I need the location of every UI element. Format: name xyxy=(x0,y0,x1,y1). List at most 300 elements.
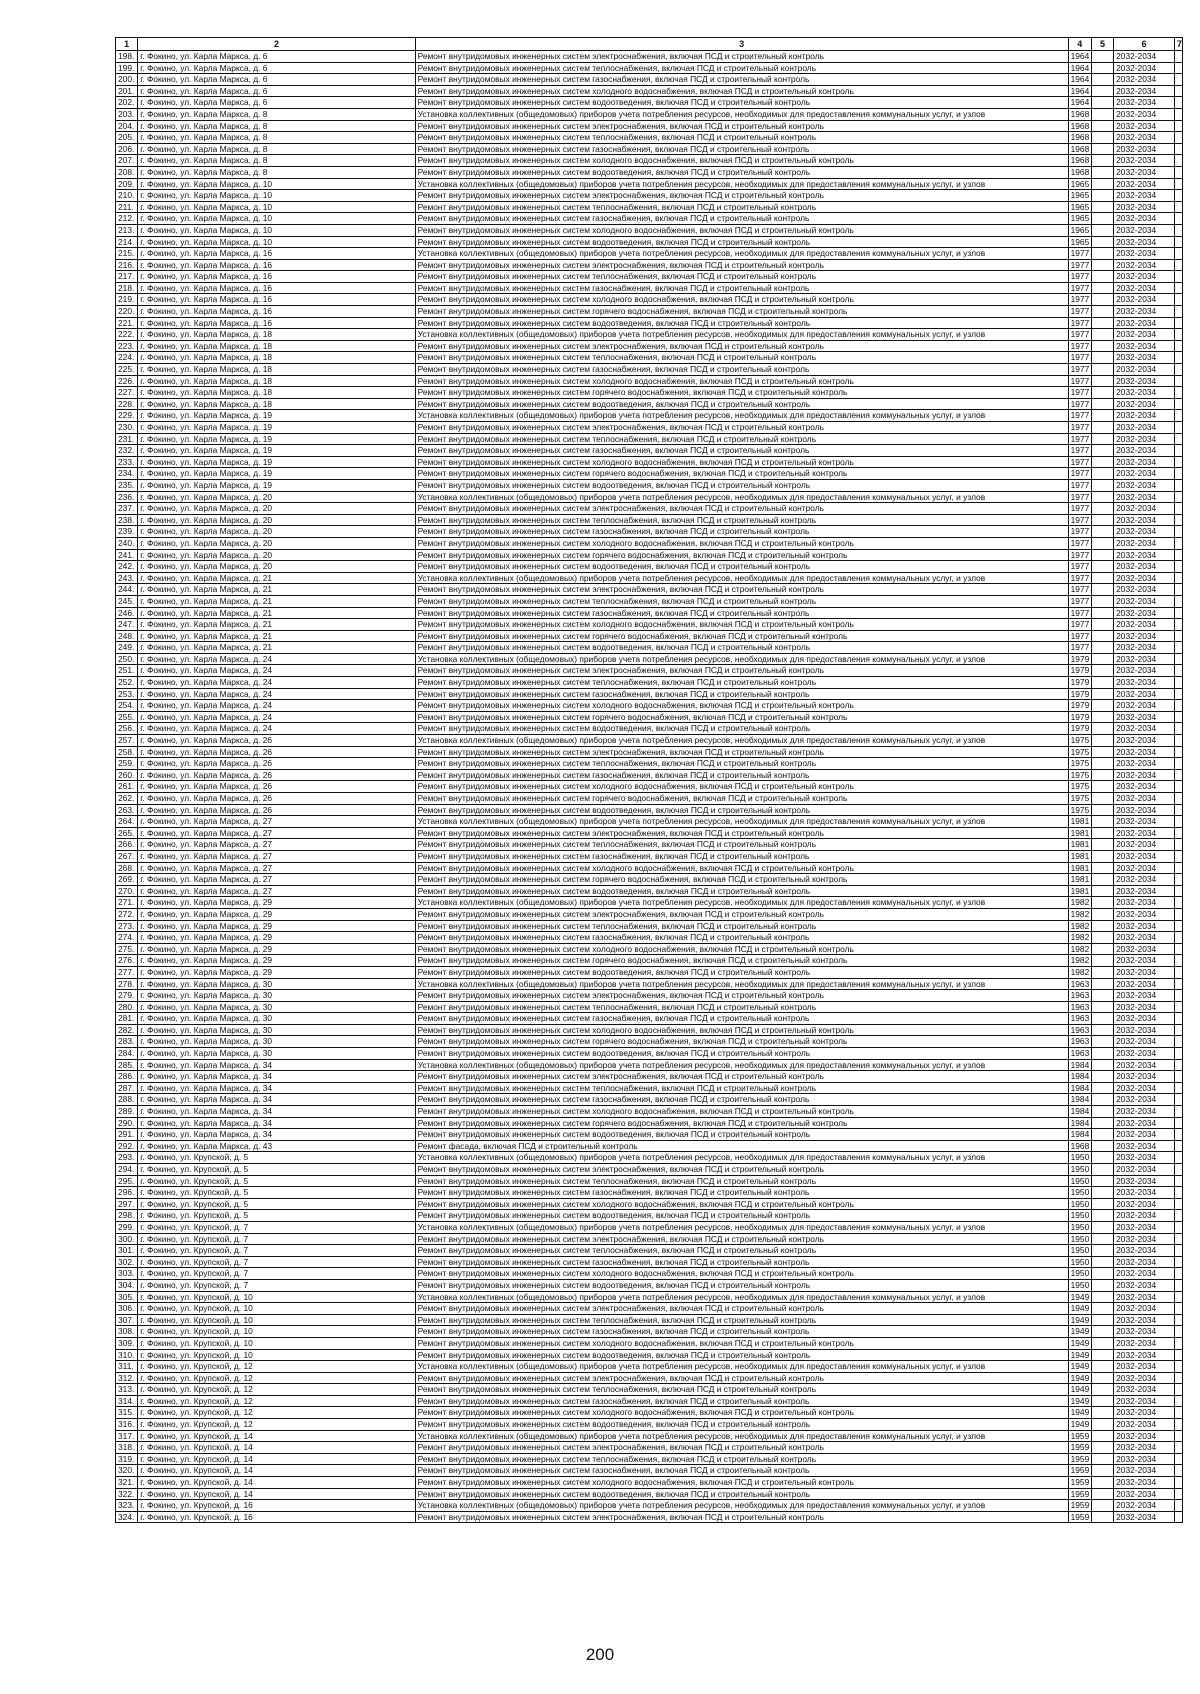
work-type-cell: Установка коллективных (общедомовых) приборов учета потребления ресурсов, необходимых для предоставления коммунальных услуг, и узлов xyxy=(415,491,1068,503)
empty-cell xyxy=(1091,1187,1113,1199)
year-cell: 1984 xyxy=(1068,1071,1091,1083)
work-type-cell: Ремонт внутридомовых инженерных систем электроснабжения, включая ПСД и строительный контроль xyxy=(415,665,1068,677)
work-type-cell: Ремонт внутридомовых инженерных систем теплоснабжения, включая ПСД и строительный контроль xyxy=(415,758,1068,770)
year-cell: 1949 xyxy=(1068,1291,1091,1303)
empty-cell xyxy=(1174,850,1182,862)
table-row xyxy=(116,352,1183,364)
year-cell: 1963 xyxy=(1068,978,1091,990)
empty-cell xyxy=(1174,920,1182,932)
empty-cell xyxy=(1091,1465,1113,1477)
work-type-cell: Ремонт внутридомовых инженерных систем электроснабжения, включая ПСД и строительный контроль xyxy=(415,503,1068,515)
period-cell: 2032-2034 xyxy=(1114,908,1175,920)
table-row xyxy=(116,1256,1183,1268)
year-cell: 1977 xyxy=(1068,398,1091,410)
period-cell: 2032-2034 xyxy=(1114,410,1175,422)
empty-cell xyxy=(1091,1117,1113,1129)
address-cell: г. Фокино, ул. Карла Маркса, д. 30 xyxy=(138,1013,415,1025)
row-number: 224. xyxy=(116,352,138,364)
work-type-cell: Ремонт внутридомовых инженерных систем газоснабжения, включая ПСД и строительный контроль xyxy=(415,1187,1068,1199)
work-type-cell: Ремонт внутридомовых инженерных систем электроснабжения, включая ПСД и строительный контроль xyxy=(415,120,1068,132)
year-cell: 1950 xyxy=(1068,1210,1091,1222)
table-row xyxy=(116,1175,1183,1187)
row-number: 302. xyxy=(116,1256,138,1268)
address-cell: г. Фокино, ул. Карла Маркса, д. 20 xyxy=(138,503,415,515)
row-number: 240. xyxy=(116,537,138,549)
empty-cell xyxy=(1174,943,1182,955)
period-cell: 2032-2034 xyxy=(1114,804,1175,816)
col-7-header: 7 xyxy=(1174,38,1182,51)
row-number: 208. xyxy=(116,166,138,178)
empty-cell xyxy=(1091,306,1113,318)
empty-cell xyxy=(1091,561,1113,573)
empty-cell xyxy=(1174,166,1182,178)
work-type-cell: Ремонт внутридомовых инженерных систем газоснабжения, включая ПСД и строительный контроль xyxy=(415,688,1068,700)
year-cell: 1979 xyxy=(1068,677,1091,689)
period-cell: 2032-2034 xyxy=(1114,526,1175,538)
work-type-cell: Ремонт внутридомовых инженерных систем холодного водоснабжения, включая ПСД и строительный контроль xyxy=(415,85,1068,97)
table-row xyxy=(116,85,1183,97)
work-type-cell: Ремонт внутридомовых инженерных систем электроснабжения, включая ПСД и строительный контроль xyxy=(415,990,1068,1002)
period-cell: 2032-2034 xyxy=(1114,1152,1175,1164)
table-row xyxy=(116,248,1183,260)
address-cell: г. Фокино, ул. Карла Маркса, д. 8 xyxy=(138,143,415,155)
table-row xyxy=(116,1001,1183,1013)
year-cell: 1949 xyxy=(1068,1361,1091,1373)
address-cell: г. Фокино, ул. Крупской, д. 7 xyxy=(138,1221,415,1233)
row-number: 296. xyxy=(116,1187,138,1199)
row-number: 234. xyxy=(116,468,138,480)
row-number: 294. xyxy=(116,1164,138,1176)
work-type-cell: Ремонт внутридомовых инженерных систем водоотведения, включая ПСД и строительный контроль xyxy=(415,804,1068,816)
table-body xyxy=(116,51,1183,1523)
year-cell: 1975 xyxy=(1068,781,1091,793)
year-cell: 1982 xyxy=(1068,897,1091,909)
year-cell: 1977 xyxy=(1068,514,1091,526)
work-type-cell: Ремонт внутридомовых инженерных систем газоснабжения, включая ПСД и строительный контроль xyxy=(415,1465,1068,1477)
period-cell: 2032-2034 xyxy=(1114,1175,1175,1187)
empty-cell xyxy=(1091,259,1113,271)
year-cell: 1977 xyxy=(1068,259,1091,271)
work-type-cell: Ремонт внутридомовых инженерных систем теплоснабжения, включая ПСД и строительный контроль xyxy=(415,1082,1068,1094)
empty-cell xyxy=(1174,201,1182,213)
empty-cell xyxy=(1174,1164,1182,1176)
empty-cell xyxy=(1091,978,1113,990)
empty-cell xyxy=(1174,1071,1182,1083)
empty-cell xyxy=(1174,108,1182,120)
table-row xyxy=(116,1117,1183,1129)
period-cell: 2032-2034 xyxy=(1114,1198,1175,1210)
empty-cell xyxy=(1091,595,1113,607)
period-cell: 2032-2034 xyxy=(1114,1036,1175,1048)
address-cell: г. Фокино, ул. Карла Маркса, д. 34 xyxy=(138,1071,415,1083)
table-row xyxy=(116,1326,1183,1338)
empty-cell xyxy=(1091,1106,1113,1118)
table-row xyxy=(116,1106,1183,1118)
table-row xyxy=(116,456,1183,468)
period-cell: 2032-2034 xyxy=(1114,294,1175,306)
row-number: 204. xyxy=(116,120,138,132)
period-cell: 2032-2034 xyxy=(1114,1187,1175,1199)
period-cell: 2032-2034 xyxy=(1114,398,1175,410)
table-row xyxy=(116,955,1183,967)
address-cell: г. Фокино, ул. Карла Маркса, д. 16 xyxy=(138,294,415,306)
empty-cell xyxy=(1091,862,1113,874)
work-type-cell: Ремонт внутридомовых инженерных систем горячего водоснабжения, включая ПСД и строительный контроль xyxy=(415,793,1068,805)
year-cell: 1949 xyxy=(1068,1407,1091,1419)
row-number: 312. xyxy=(116,1372,138,1384)
address-cell: г. Фокино, ул. Крупской, д. 12 xyxy=(138,1372,415,1384)
period-cell: 2032-2034 xyxy=(1114,1500,1175,1512)
period-cell: 2032-2034 xyxy=(1114,827,1175,839)
work-type-cell: Ремонт внутридомовых инженерных систем газоснабжения, включая ПСД и строительный контроль xyxy=(415,850,1068,862)
year-cell: 1964 xyxy=(1068,85,1091,97)
row-number: 229. xyxy=(116,410,138,422)
row-number: 315. xyxy=(116,1407,138,1419)
row-number: 305. xyxy=(116,1291,138,1303)
address-cell: г. Фокино, ул. Карла Маркса, д. 16 xyxy=(138,248,415,260)
row-number: 271. xyxy=(116,897,138,909)
period-cell: 2032-2034 xyxy=(1114,677,1175,689)
table-row xyxy=(116,1395,1183,1407)
row-number: 317. xyxy=(116,1430,138,1442)
address-cell: г. Фокино, ул. Карла Маркса, д. 8 xyxy=(138,166,415,178)
address-cell: г. Фокино, ул. Крупской, д. 12 xyxy=(138,1395,415,1407)
table-row xyxy=(116,665,1183,677)
empty-cell xyxy=(1174,294,1182,306)
empty-cell xyxy=(1091,468,1113,480)
empty-cell xyxy=(1091,1198,1113,1210)
row-number: 241. xyxy=(116,549,138,561)
empty-cell xyxy=(1174,1094,1182,1106)
empty-cell xyxy=(1174,120,1182,132)
table-row xyxy=(116,526,1183,538)
period-cell: 2032-2034 xyxy=(1114,1071,1175,1083)
table-row xyxy=(116,1024,1183,1036)
empty-cell xyxy=(1174,282,1182,294)
empty-cell xyxy=(1091,1361,1113,1373)
address-cell: г. Фокино, ул. Карла Маркса, д. 10 xyxy=(138,178,415,190)
work-type-cell: Установка коллективных (общедомовых) приборов учета потребления ресурсов, необходимых для предоставления коммунальных услуг, и узлов xyxy=(415,410,1068,422)
period-cell: 2032-2034 xyxy=(1114,816,1175,828)
address-cell: г. Фокино, ул. Крупской, д. 5 xyxy=(138,1198,415,1210)
period-cell: 2032-2034 xyxy=(1114,1291,1175,1303)
empty-cell xyxy=(1091,1024,1113,1036)
period-cell: 2032-2034 xyxy=(1114,190,1175,202)
year-cell: 1975 xyxy=(1068,758,1091,770)
row-number: 289. xyxy=(116,1106,138,1118)
period-cell: 2032-2034 xyxy=(1114,897,1175,909)
work-type-cell: Ремонт внутридомовых инженерных систем газоснабжения, включая ПСД и строительный контроль xyxy=(415,526,1068,538)
work-type-cell: Ремонт внутридомовых инженерных систем водоотведения, включая ПСД и строительный контроль xyxy=(415,642,1068,654)
row-number: 209. xyxy=(116,178,138,190)
empty-cell xyxy=(1091,1140,1113,1152)
period-cell: 2032-2034 xyxy=(1114,422,1175,434)
table-row xyxy=(116,978,1183,990)
table-row xyxy=(116,445,1183,457)
empty-cell xyxy=(1174,317,1182,329)
empty-cell xyxy=(1174,514,1182,526)
table-row xyxy=(116,1291,1183,1303)
year-cell: 1959 xyxy=(1068,1477,1091,1489)
work-type-cell: Ремонт внутридомовых инженерных систем теплоснабжения, включая ПСД и строительный контроль xyxy=(415,677,1068,689)
row-number: 230. xyxy=(116,422,138,434)
empty-cell xyxy=(1174,190,1182,202)
empty-cell xyxy=(1174,398,1182,410)
period-cell: 2032-2034 xyxy=(1114,445,1175,457)
table-row xyxy=(116,120,1183,132)
year-cell: 1959 xyxy=(1068,1488,1091,1500)
period-cell: 2032-2034 xyxy=(1114,1419,1175,1431)
address-cell: г. Фокино, ул. Крупской, д. 14 xyxy=(138,1430,415,1442)
year-cell: 1977 xyxy=(1068,584,1091,596)
work-type-cell: Ремонт внутридомовых инженерных систем водоотведения, включая ПСД и строительный контроль xyxy=(415,317,1068,329)
table-row xyxy=(116,1442,1183,1454)
year-cell: 1965 xyxy=(1068,236,1091,248)
address-cell: г. Фокино, ул. Крупской, д. 7 xyxy=(138,1268,415,1280)
table-row xyxy=(116,97,1183,109)
empty-cell xyxy=(1174,422,1182,434)
address-cell: г. Фокино, ул. Карла Маркса, д. 24 xyxy=(138,688,415,700)
year-cell: 1977 xyxy=(1068,503,1091,515)
table-row xyxy=(116,700,1183,712)
row-number: 223. xyxy=(116,340,138,352)
table-row xyxy=(116,1245,1183,1257)
year-cell: 1977 xyxy=(1068,595,1091,607)
row-number: 206. xyxy=(116,143,138,155)
empty-cell xyxy=(1091,236,1113,248)
year-cell: 1949 xyxy=(1068,1395,1091,1407)
work-type-cell: Ремонт внутридомовых инженерных систем горячего водоснабжения, включая ПСД и строительный контроль xyxy=(415,306,1068,318)
period-cell: 2032-2034 xyxy=(1114,966,1175,978)
empty-cell xyxy=(1091,746,1113,758)
period-cell: 2032-2034 xyxy=(1114,572,1175,584)
address-cell: г. Фокино, ул. Карла Маркса, д. 26 xyxy=(138,769,415,781)
address-cell: г. Фокино, ул. Карла Маркса, д. 30 xyxy=(138,1036,415,1048)
period-cell: 2032-2034 xyxy=(1114,178,1175,190)
address-cell: г. Фокино, ул. Карла Маркса, д. 27 xyxy=(138,839,415,851)
empty-cell xyxy=(1091,340,1113,352)
empty-cell xyxy=(1091,1291,1113,1303)
address-cell: г. Фокино, ул. Крупской, д. 7 xyxy=(138,1233,415,1245)
empty-cell xyxy=(1174,97,1182,109)
year-cell: 1965 xyxy=(1068,224,1091,236)
year-cell: 1977 xyxy=(1068,306,1091,318)
work-type-cell: Ремонт внутридомовых инженерных систем газоснабжения, включая ПСД и строительный контроль xyxy=(415,1013,1068,1025)
year-cell: 1981 xyxy=(1068,816,1091,828)
empty-cell xyxy=(1091,433,1113,445)
empty-cell xyxy=(1091,97,1113,109)
work-type-cell: Ремонт внутридомовых инженерных систем теплоснабжения, включая ПСД и строительный контроль xyxy=(415,62,1068,74)
row-number: 284. xyxy=(116,1048,138,1060)
address-cell: г. Фокино, ул. Карла Маркса, д. 43 xyxy=(138,1140,415,1152)
row-number: 254. xyxy=(116,700,138,712)
row-number: 232. xyxy=(116,445,138,457)
row-number: 295. xyxy=(116,1175,138,1187)
year-cell: 1968 xyxy=(1068,155,1091,167)
row-number: 283. xyxy=(116,1036,138,1048)
empty-cell xyxy=(1174,1291,1182,1303)
year-cell: 1968 xyxy=(1068,120,1091,132)
row-number: 291. xyxy=(116,1129,138,1141)
table-row xyxy=(116,943,1183,955)
empty-cell xyxy=(1091,1372,1113,1384)
address-cell: г. Фокино, ул. Карла Маркса, д. 20 xyxy=(138,537,415,549)
period-cell: 2032-2034 xyxy=(1114,1013,1175,1025)
period-cell: 2032-2034 xyxy=(1114,132,1175,144)
address-cell: г. Фокино, ул. Карла Маркса, д. 6 xyxy=(138,74,415,86)
row-number: 263. xyxy=(116,804,138,816)
empty-cell xyxy=(1174,781,1182,793)
work-type-cell: Ремонт внутридомовых инженерных систем холодного водоснабжения, включая ПСД и строительный контроль xyxy=(415,224,1068,236)
row-number: 306. xyxy=(116,1303,138,1315)
year-cell: 1975 xyxy=(1068,793,1091,805)
empty-cell xyxy=(1174,1442,1182,1454)
address-cell: г. Фокино, ул. Крупской, д. 10 xyxy=(138,1314,415,1326)
year-cell: 1977 xyxy=(1068,340,1091,352)
year-cell: 1977 xyxy=(1068,422,1091,434)
period-cell: 2032-2034 xyxy=(1114,364,1175,376)
period-cell: 2032-2034 xyxy=(1114,1117,1175,1129)
empty-cell xyxy=(1091,271,1113,283)
row-number: 255. xyxy=(116,711,138,723)
table-row xyxy=(116,1477,1183,1489)
table-row xyxy=(116,1013,1183,1025)
empty-cell xyxy=(1091,1500,1113,1512)
table-row xyxy=(116,375,1183,387)
address-cell: г. Фокино, ул. Карла Маркса, д. 6 xyxy=(138,51,415,63)
period-cell: 2032-2034 xyxy=(1114,862,1175,874)
work-type-cell: Ремонт внутридомовых инженерных систем электроснабжения, включая ПСД и строительный контроль xyxy=(415,259,1068,271)
address-cell: г. Фокино, ул. Карла Маркса, д. 19 xyxy=(138,410,415,422)
year-cell: 1950 xyxy=(1068,1279,1091,1291)
work-type-cell: Ремонт внутридомовых инженерных систем холодного водоснабжения, включая ПСД и строительный контроль xyxy=(415,537,1068,549)
year-cell: 1975 xyxy=(1068,769,1091,781)
empty-cell xyxy=(1091,445,1113,457)
empty-cell xyxy=(1091,897,1113,909)
year-cell: 1977 xyxy=(1068,317,1091,329)
work-type-cell: Ремонт внутридомовых инженерных систем теплоснабжения, включая ПСД и строительный контроль xyxy=(415,1384,1068,1396)
table-row xyxy=(116,827,1183,839)
period-cell: 2032-2034 xyxy=(1114,793,1175,805)
empty-cell xyxy=(1091,804,1113,816)
table-row xyxy=(116,364,1183,376)
row-number: 257. xyxy=(116,735,138,747)
address-cell: г. Фокино, ул. Крупской, д. 14 xyxy=(138,1477,415,1489)
address-cell: г. Фокино, ул. Крупской, д. 5 xyxy=(138,1175,415,1187)
address-cell: г. Фокино, ул. Карла Маркса, д. 16 xyxy=(138,317,415,329)
empty-cell xyxy=(1174,1268,1182,1280)
table-row xyxy=(116,1198,1183,1210)
empty-cell xyxy=(1174,143,1182,155)
work-type-cell: Ремонт внутридомовых инженерных систем горячего водоснабжения, включая ПСД и строительный контроль xyxy=(415,549,1068,561)
row-number: 264. xyxy=(116,816,138,828)
year-cell: 1982 xyxy=(1068,920,1091,932)
work-type-cell: Ремонт внутридомовых инженерных систем газоснабжения, включая ПСД и строительный контроль xyxy=(415,143,1068,155)
empty-cell xyxy=(1091,1453,1113,1465)
address-cell: г. Фокино, ул. Карла Маркса, д. 20 xyxy=(138,491,415,503)
period-cell: 2032-2034 xyxy=(1114,1488,1175,1500)
work-type-cell: Ремонт внутридомовых инженерных систем холодного водоснабжения, включая ПСД и строительный контроль xyxy=(415,781,1068,793)
address-cell: г. Фокино, ул. Карла Маркса, д. 16 xyxy=(138,282,415,294)
table-row xyxy=(116,329,1183,341)
empty-cell xyxy=(1174,932,1182,944)
work-type-cell: Установка коллективных (общедомовых) приборов учета потребления ресурсов, необходимых для предоставления коммунальных услуг, и узлов xyxy=(415,1430,1068,1442)
empty-cell xyxy=(1091,398,1113,410)
year-cell: 1977 xyxy=(1068,607,1091,619)
year-cell: 1949 xyxy=(1068,1349,1091,1361)
period-cell: 2032-2034 xyxy=(1114,120,1175,132)
table-row xyxy=(116,1268,1183,1280)
table-row xyxy=(116,1059,1183,1071)
address-cell: г. Фокино, ул. Крупской, д. 10 xyxy=(138,1303,415,1315)
address-cell: г. Фокино, ул. Карла Маркса, д. 10 xyxy=(138,190,415,202)
empty-cell xyxy=(1091,120,1113,132)
empty-cell xyxy=(1091,166,1113,178)
address-cell: г. Фокино, ул. Крупской, д. 5 xyxy=(138,1164,415,1176)
year-cell: 1963 xyxy=(1068,1048,1091,1060)
row-number: 242. xyxy=(116,561,138,573)
empty-cell xyxy=(1174,1117,1182,1129)
row-number: 245. xyxy=(116,595,138,607)
work-type-cell: Ремонт внутридомовых инженерных систем электроснабжения, включая ПСД и строительный контроль xyxy=(415,190,1068,202)
row-number: 273. xyxy=(116,920,138,932)
table-row xyxy=(116,642,1183,654)
empty-cell xyxy=(1174,584,1182,596)
empty-cell xyxy=(1174,572,1182,584)
period-cell: 2032-2034 xyxy=(1114,746,1175,758)
empty-cell xyxy=(1174,1500,1182,1512)
empty-cell xyxy=(1091,1477,1113,1489)
period-cell: 2032-2034 xyxy=(1114,978,1175,990)
address-cell: г. Фокино, ул. Карла Маркса, д. 34 xyxy=(138,1059,415,1071)
empty-cell xyxy=(1091,422,1113,434)
empty-cell xyxy=(1174,1372,1182,1384)
address-cell: г. Фокино, ул. Карла Маркса, д. 21 xyxy=(138,607,415,619)
work-type-cell: Ремонт внутридомовых инженерных систем газоснабжения, включая ПСД и строительный контроль xyxy=(415,769,1068,781)
empty-cell xyxy=(1091,282,1113,294)
period-cell: 2032-2034 xyxy=(1114,537,1175,549)
address-cell: г. Фокино, ул. Карла Маркса, д. 20 xyxy=(138,549,415,561)
work-type-cell: Ремонт внутридомовых инженерных систем теплоснабжения, включая ПСД и строительный контроль xyxy=(415,132,1068,144)
table-row xyxy=(116,920,1183,932)
year-cell: 1984 xyxy=(1068,1094,1091,1106)
period-cell: 2032-2034 xyxy=(1114,329,1175,341)
table-row xyxy=(116,398,1183,410)
table-row xyxy=(116,630,1183,642)
empty-cell xyxy=(1091,932,1113,944)
empty-cell xyxy=(1091,549,1113,561)
table-row xyxy=(116,155,1183,167)
table-row xyxy=(116,51,1183,63)
empty-cell xyxy=(1174,746,1182,758)
empty-cell xyxy=(1174,1511,1182,1523)
year-cell: 1950 xyxy=(1068,1175,1091,1187)
empty-cell xyxy=(1174,908,1182,920)
year-cell: 1984 xyxy=(1068,1059,1091,1071)
table-row xyxy=(116,132,1183,144)
row-number: 244. xyxy=(116,584,138,596)
row-number: 250. xyxy=(116,653,138,665)
empty-cell xyxy=(1091,364,1113,376)
year-cell: 1984 xyxy=(1068,1082,1091,1094)
period-cell: 2032-2034 xyxy=(1114,375,1175,387)
empty-cell xyxy=(1174,340,1182,352)
address-cell: г. Фокино, ул. Карла Маркса, д. 24 xyxy=(138,665,415,677)
row-number: 217. xyxy=(116,271,138,283)
address-cell: г. Фокино, ул. Карла Маркса, д. 18 xyxy=(138,352,415,364)
row-number: 313. xyxy=(116,1384,138,1396)
row-number: 201. xyxy=(116,85,138,97)
